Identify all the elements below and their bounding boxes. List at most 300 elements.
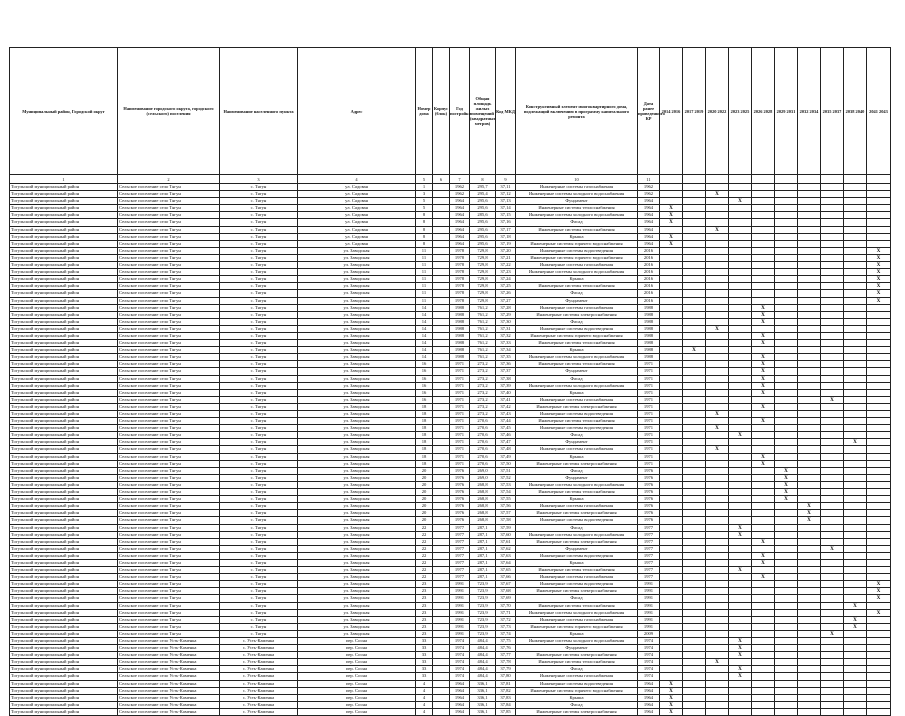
period-cell (775, 567, 798, 574)
period-cell (660, 630, 683, 637)
period-cell (706, 467, 729, 474)
house-cell: 23 (416, 616, 433, 623)
period-cell (844, 411, 867, 418)
period-cell (706, 708, 729, 715)
district-cell: Тогульский муниципальный район (10, 411, 118, 418)
period-cell (775, 191, 798, 198)
period-cell (752, 446, 775, 453)
capital-repair-table (9, 47, 889, 716)
period-cell (775, 602, 798, 609)
period-cell (798, 602, 821, 609)
locality-cell: с. Усть-Каменка (220, 652, 298, 659)
year-cell: 1971 (450, 403, 470, 410)
prev-repair-cell: 1964 (638, 680, 660, 687)
settlement-cell: Сельское поселение село Тягун (118, 226, 220, 233)
settlement-cell: Сельское поселение село Усть-Каменка (118, 645, 220, 652)
period-cell (729, 354, 752, 361)
area-cell: 273,2 (470, 361, 496, 368)
district-cell: Тогульский муниципальный район (10, 347, 118, 354)
period-cell (706, 701, 729, 708)
table-row (10, 375, 891, 382)
locality-cell: с. Тягун (220, 467, 298, 474)
period-cell (867, 531, 891, 538)
prev-repair-cell: 2016 (638, 283, 660, 290)
period-cell (729, 411, 752, 418)
table-row (10, 638, 891, 645)
period-cell (844, 510, 867, 517)
period-cell (706, 262, 729, 269)
settlement-cell: Сельское поселение село Тягун (118, 559, 220, 566)
period-cell (775, 325, 798, 332)
address-cell: ул. Заводская (298, 567, 416, 574)
period-cell (821, 701, 844, 708)
area-cell: 268,8 (470, 503, 496, 510)
block-cell (433, 567, 450, 574)
period-cell (844, 311, 867, 318)
code-cell: 37,30 (496, 318, 516, 325)
element-cell: Инженерные системы теплоснабжения (516, 602, 638, 609)
prev-repair-cell: 1971 (638, 432, 660, 439)
house-cell: 3 (416, 191, 433, 198)
period-cell (844, 559, 867, 566)
prev-repair-cell: 1974 (638, 645, 660, 652)
district-cell: Тогульский муниципальный район (10, 616, 118, 623)
period-cell (798, 205, 821, 212)
table-row (10, 219, 891, 226)
address-cell: ул. Заводская (298, 318, 416, 325)
period-cell (729, 481, 752, 488)
period-cell (821, 503, 844, 510)
period-cell (752, 524, 775, 531)
period-cell (821, 354, 844, 361)
area-cell: 273,2 (470, 411, 496, 418)
table-row (10, 474, 891, 481)
period-cell (683, 425, 706, 432)
period-cell (729, 616, 752, 623)
block-cell (433, 354, 450, 361)
period-cell (844, 673, 867, 680)
address-cell: ул. Заводская (298, 510, 416, 517)
period-cell (775, 198, 798, 205)
period-cell (798, 304, 821, 311)
house-cell: 33 (416, 645, 433, 652)
period-cell (729, 247, 752, 254)
period-cell (729, 304, 752, 311)
settlement-cell: Сельское поселение село Усть-Каменка (118, 680, 220, 687)
table-row (10, 680, 891, 687)
prev-repair-cell: 2016 (638, 297, 660, 304)
locality-cell: с. Усть-Каменка (220, 701, 298, 708)
house-cell: 20 (416, 517, 433, 524)
prev-repair-cell: 1988 (638, 332, 660, 339)
settlement-cell: Сельское поселение село Тягун (118, 446, 220, 453)
prev-repair-cell: 1988 (638, 354, 660, 361)
house-cell: 11 (416, 269, 433, 276)
period-cell (821, 184, 844, 191)
period-cell (706, 595, 729, 602)
block-cell (433, 460, 450, 467)
period-cell (683, 453, 706, 460)
area-cell: 273,2 (470, 382, 496, 389)
locality-cell: с. Усть-Каменка (220, 687, 298, 694)
locality-cell: с. Тягун (220, 602, 298, 609)
period-cell (821, 531, 844, 538)
settlement-cell: Сельское поселение село Тягун (118, 382, 220, 389)
period-cell (660, 304, 683, 311)
table-row (10, 616, 891, 623)
period-cell: X (706, 325, 729, 332)
code-cell: 37,61 (496, 538, 516, 545)
code-cell: 37,21 (496, 254, 516, 261)
element-cell: Инженерные системы газоснабжения (516, 262, 638, 269)
element-cell: Крыша (516, 389, 638, 396)
prev-repair-cell: 1971 (638, 411, 660, 418)
table-row (10, 389, 891, 396)
locality-cell: с. Тягун (220, 623, 298, 630)
area-cell: 484,4 (470, 673, 496, 680)
table-row (10, 311, 891, 318)
address-cell: ул. Заводская (298, 290, 416, 297)
period-cell (660, 368, 683, 375)
settlement-cell: Сельское поселение село Тягун (118, 574, 220, 581)
block-cell (433, 368, 450, 375)
address-cell: ул. Заводская (298, 276, 416, 283)
area-cell: 723,9 (470, 588, 496, 595)
period-cell (844, 240, 867, 247)
block-cell (433, 389, 450, 396)
period-cell (683, 630, 706, 637)
settlement-cell: Сельское поселение село Тягун (118, 212, 220, 219)
locality-cell: с. Усть-Каменка (220, 708, 298, 715)
period-cell (683, 538, 706, 545)
prev-repair-cell: 1976 (638, 467, 660, 474)
column-header-3: Наименование населенного пункта (220, 48, 298, 175)
period-cell (683, 559, 706, 566)
prev-repair-cell: 1964 (638, 694, 660, 701)
address-cell: ул. Заводская (298, 368, 416, 375)
period-cell: X (752, 538, 775, 545)
period-cell (821, 219, 844, 226)
period-cell (775, 212, 798, 219)
prev-repair-cell: 1991 (638, 581, 660, 588)
header-row (10, 48, 891, 175)
block-cell (433, 446, 450, 453)
period-cell (752, 481, 775, 488)
period-cell (798, 659, 821, 666)
period-cell (706, 453, 729, 460)
period-cell (752, 609, 775, 616)
period-cell (775, 283, 798, 290)
locality-cell: с. Усть-Каменка (220, 680, 298, 687)
period-cell (729, 311, 752, 318)
period-cell (729, 276, 752, 283)
prev-repair-cell: 1988 (638, 318, 660, 325)
period-cell (775, 517, 798, 524)
column-number (798, 175, 821, 184)
period-cell (844, 595, 867, 602)
district-cell: Тогульский муниципальный район (10, 638, 118, 645)
period-cell (798, 311, 821, 318)
district-cell: Тогульский муниципальный район (10, 474, 118, 481)
period-cell: X (775, 496, 798, 503)
period-cell (844, 396, 867, 403)
area-cell: 270,6 (470, 460, 496, 467)
address-cell: ул. Заводская (298, 332, 416, 339)
block-cell (433, 481, 450, 488)
period-cell (752, 687, 775, 694)
prev-repair-cell: 2016 (638, 290, 660, 297)
block-cell (433, 616, 450, 623)
period-cell (821, 538, 844, 545)
period-cell (752, 467, 775, 474)
period-cell (729, 680, 752, 687)
code-cell: 37,70 (496, 602, 516, 609)
period-cell (821, 680, 844, 687)
area-cell: 287,1 (470, 552, 496, 559)
year-cell: 1977 (450, 552, 470, 559)
prev-repair-cell: 1971 (638, 418, 660, 425)
period-cell (775, 411, 798, 418)
element-cell: Крыша (516, 453, 638, 460)
area-cell: 336,1 (470, 687, 496, 694)
period-cell (660, 254, 683, 261)
address-cell: ул. Заводская (298, 588, 416, 595)
area-cell: 729,8 (470, 269, 496, 276)
area-cell: 273,2 (470, 368, 496, 375)
code-cell: 37,69 (496, 595, 516, 602)
year-cell: 1971 (450, 425, 470, 432)
prev-repair-cell: 1964 (638, 233, 660, 240)
period-cell (798, 574, 821, 581)
period-cell (729, 403, 752, 410)
period-cell (660, 432, 683, 439)
element-cell: Инженерные системы горячего водоснабжения (516, 332, 638, 339)
locality-cell: с. Тягун (220, 552, 298, 559)
period-cell (844, 687, 867, 694)
area-cell: 273,2 (470, 396, 496, 403)
period-cell (821, 460, 844, 467)
code-cell: 37,73 (496, 623, 516, 630)
address-cell: ул. Заводская (298, 602, 416, 609)
element-cell: Крыша (516, 347, 638, 354)
year-cell: 1978 (450, 283, 470, 290)
year-cell: 1962 (450, 184, 470, 191)
period-cell (775, 659, 798, 666)
element-cell: Крыша (516, 559, 638, 566)
period-cell (798, 347, 821, 354)
period-cell (683, 233, 706, 240)
period-cell (706, 503, 729, 510)
code-cell: 37,77 (496, 652, 516, 659)
period-cell (775, 687, 798, 694)
code-cell: 37,32 (496, 332, 516, 339)
period-cell: X (729, 524, 752, 531)
prev-repair-cell: 1991 (638, 602, 660, 609)
locality-cell: с. Тягун (220, 389, 298, 396)
period-cell (821, 325, 844, 332)
house-cell: 18 (416, 425, 433, 432)
prev-repair-cell: 1964 (638, 205, 660, 212)
element-cell: Инженерные системы электроснабжения (516, 538, 638, 545)
period-cell (683, 694, 706, 701)
period-cell (729, 701, 752, 708)
year-cell: 1974 (450, 638, 470, 645)
house-cell: 5 (416, 205, 433, 212)
code-cell: 37,51 (496, 467, 516, 474)
period-cell (775, 276, 798, 283)
address-cell: ул. Заводская (298, 375, 416, 382)
element-cell: Фасад (516, 701, 638, 708)
period-cell (683, 191, 706, 198)
period-cell: X (821, 545, 844, 552)
year-cell: 1974 (450, 666, 470, 673)
year-cell: 1991 (450, 602, 470, 609)
house-cell: 8 (416, 212, 433, 219)
period-cell (683, 673, 706, 680)
district-cell: Тогульский муниципальный район (10, 198, 118, 205)
area-cell: 270,6 (470, 418, 496, 425)
block-cell (433, 283, 450, 290)
column-number (821, 175, 844, 184)
period-cell (660, 616, 683, 623)
period-cell (752, 588, 775, 595)
period-cell (706, 567, 729, 574)
table-row (10, 666, 891, 673)
period-cell (775, 396, 798, 403)
period-cell (683, 496, 706, 503)
address-cell: ул. Заводская (298, 283, 416, 290)
settlement-cell: Сельское поселение село Тягун (118, 262, 220, 269)
period-cell (798, 425, 821, 432)
period-cell (729, 347, 752, 354)
locality-cell: с. Тягун (220, 375, 298, 382)
locality-cell: с. Тягун (220, 347, 298, 354)
period-cell (867, 687, 891, 694)
table-row (10, 205, 891, 212)
period-cell (821, 198, 844, 205)
period-cell (660, 411, 683, 418)
period-cell (821, 340, 844, 347)
period-cell: X (821, 630, 844, 637)
period-cell (867, 403, 891, 410)
district-cell: Тогульский муниципальный район (10, 247, 118, 254)
period-cell (844, 574, 867, 581)
house-cell: 33 (416, 666, 433, 673)
house-cell: 22 (416, 524, 433, 531)
prev-repair-cell: 1988 (638, 304, 660, 311)
period-cell (706, 318, 729, 325)
period-cell (729, 254, 752, 261)
period-cell (844, 432, 867, 439)
period-cell (867, 652, 891, 659)
period-cell: X (660, 233, 683, 240)
period-cell (683, 510, 706, 517)
address-cell: ул. Заводская (298, 574, 416, 581)
element-cell: Инженерные системы теплоснабжения (516, 340, 638, 347)
period-cell (660, 581, 683, 588)
period-cell (844, 708, 867, 715)
year-cell: 1978 (450, 276, 470, 283)
settlement-cell: Сельское поселение село Тягун (118, 332, 220, 339)
period-cell (752, 602, 775, 609)
period-cell (683, 567, 706, 574)
area-cell: 268,8 (470, 481, 496, 488)
district-cell: Тогульский муниципальный район (10, 609, 118, 616)
column-number (683, 175, 706, 184)
element-cell: Инженерные системы газоснабжения (516, 184, 638, 191)
period-cell (775, 645, 798, 652)
period-cell: X (867, 269, 891, 276)
period-cell (821, 666, 844, 673)
year-cell: 1971 (450, 411, 470, 418)
prev-repair-cell: 1971 (638, 403, 660, 410)
settlement-cell: Сельское поселение село Тягун (118, 304, 220, 311)
house-cell: 4 (416, 694, 433, 701)
period-cell (752, 240, 775, 247)
period-cell (706, 673, 729, 680)
block-cell (433, 602, 450, 609)
period-cell (752, 254, 775, 261)
address-cell: ул. Заводская (298, 460, 416, 467)
area-cell: 269,0 (470, 474, 496, 481)
prev-repair-cell: 1991 (638, 588, 660, 595)
period-cell (683, 481, 706, 488)
district-cell: Тогульский муниципальный район (10, 708, 118, 715)
address-cell: ул. Заводская (298, 538, 416, 545)
period-cell (798, 496, 821, 503)
period-cell (706, 332, 729, 339)
period-cell (752, 531, 775, 538)
prev-repair-cell: 1971 (638, 453, 660, 460)
table-row (10, 453, 891, 460)
period-cell (660, 347, 683, 354)
district-cell: Тогульский муниципальный район (10, 382, 118, 389)
year-cell: 1971 (450, 432, 470, 439)
period-cell (867, 673, 891, 680)
period-cell (867, 538, 891, 545)
address-cell: ул. Заводская (298, 254, 416, 261)
year-cell: 1976 (450, 517, 470, 524)
period-cell (821, 489, 844, 496)
period-cell (752, 411, 775, 418)
program-table (9, 47, 891, 716)
area-cell: 484,4 (470, 638, 496, 645)
column-number: 2 (118, 175, 220, 184)
period-cell (775, 340, 798, 347)
period-cell (844, 481, 867, 488)
element-cell: Фасад (516, 666, 638, 673)
address-cell: ул. Заводская (298, 517, 416, 524)
block-cell (433, 623, 450, 630)
period-cell (798, 198, 821, 205)
period-cell (844, 212, 867, 219)
settlement-cell: Сельское поселение село Тягун (118, 538, 220, 545)
prev-repair-cell: 1964 (638, 687, 660, 694)
period-cell (798, 361, 821, 368)
period-cell (844, 588, 867, 595)
prev-repair-cell: 1976 (638, 510, 660, 517)
code-cell: 37,48 (496, 446, 516, 453)
year-cell: 1978 (450, 269, 470, 276)
period-cell (867, 630, 891, 637)
period-cell: X (729, 638, 752, 645)
period-cell: X (706, 446, 729, 453)
year-cell: 1988 (450, 332, 470, 339)
period-cell (867, 332, 891, 339)
column-number (729, 175, 752, 184)
year-cell: 1964 (450, 205, 470, 212)
settlement-cell: Сельское поселение село Усть-Каменка (118, 673, 220, 680)
